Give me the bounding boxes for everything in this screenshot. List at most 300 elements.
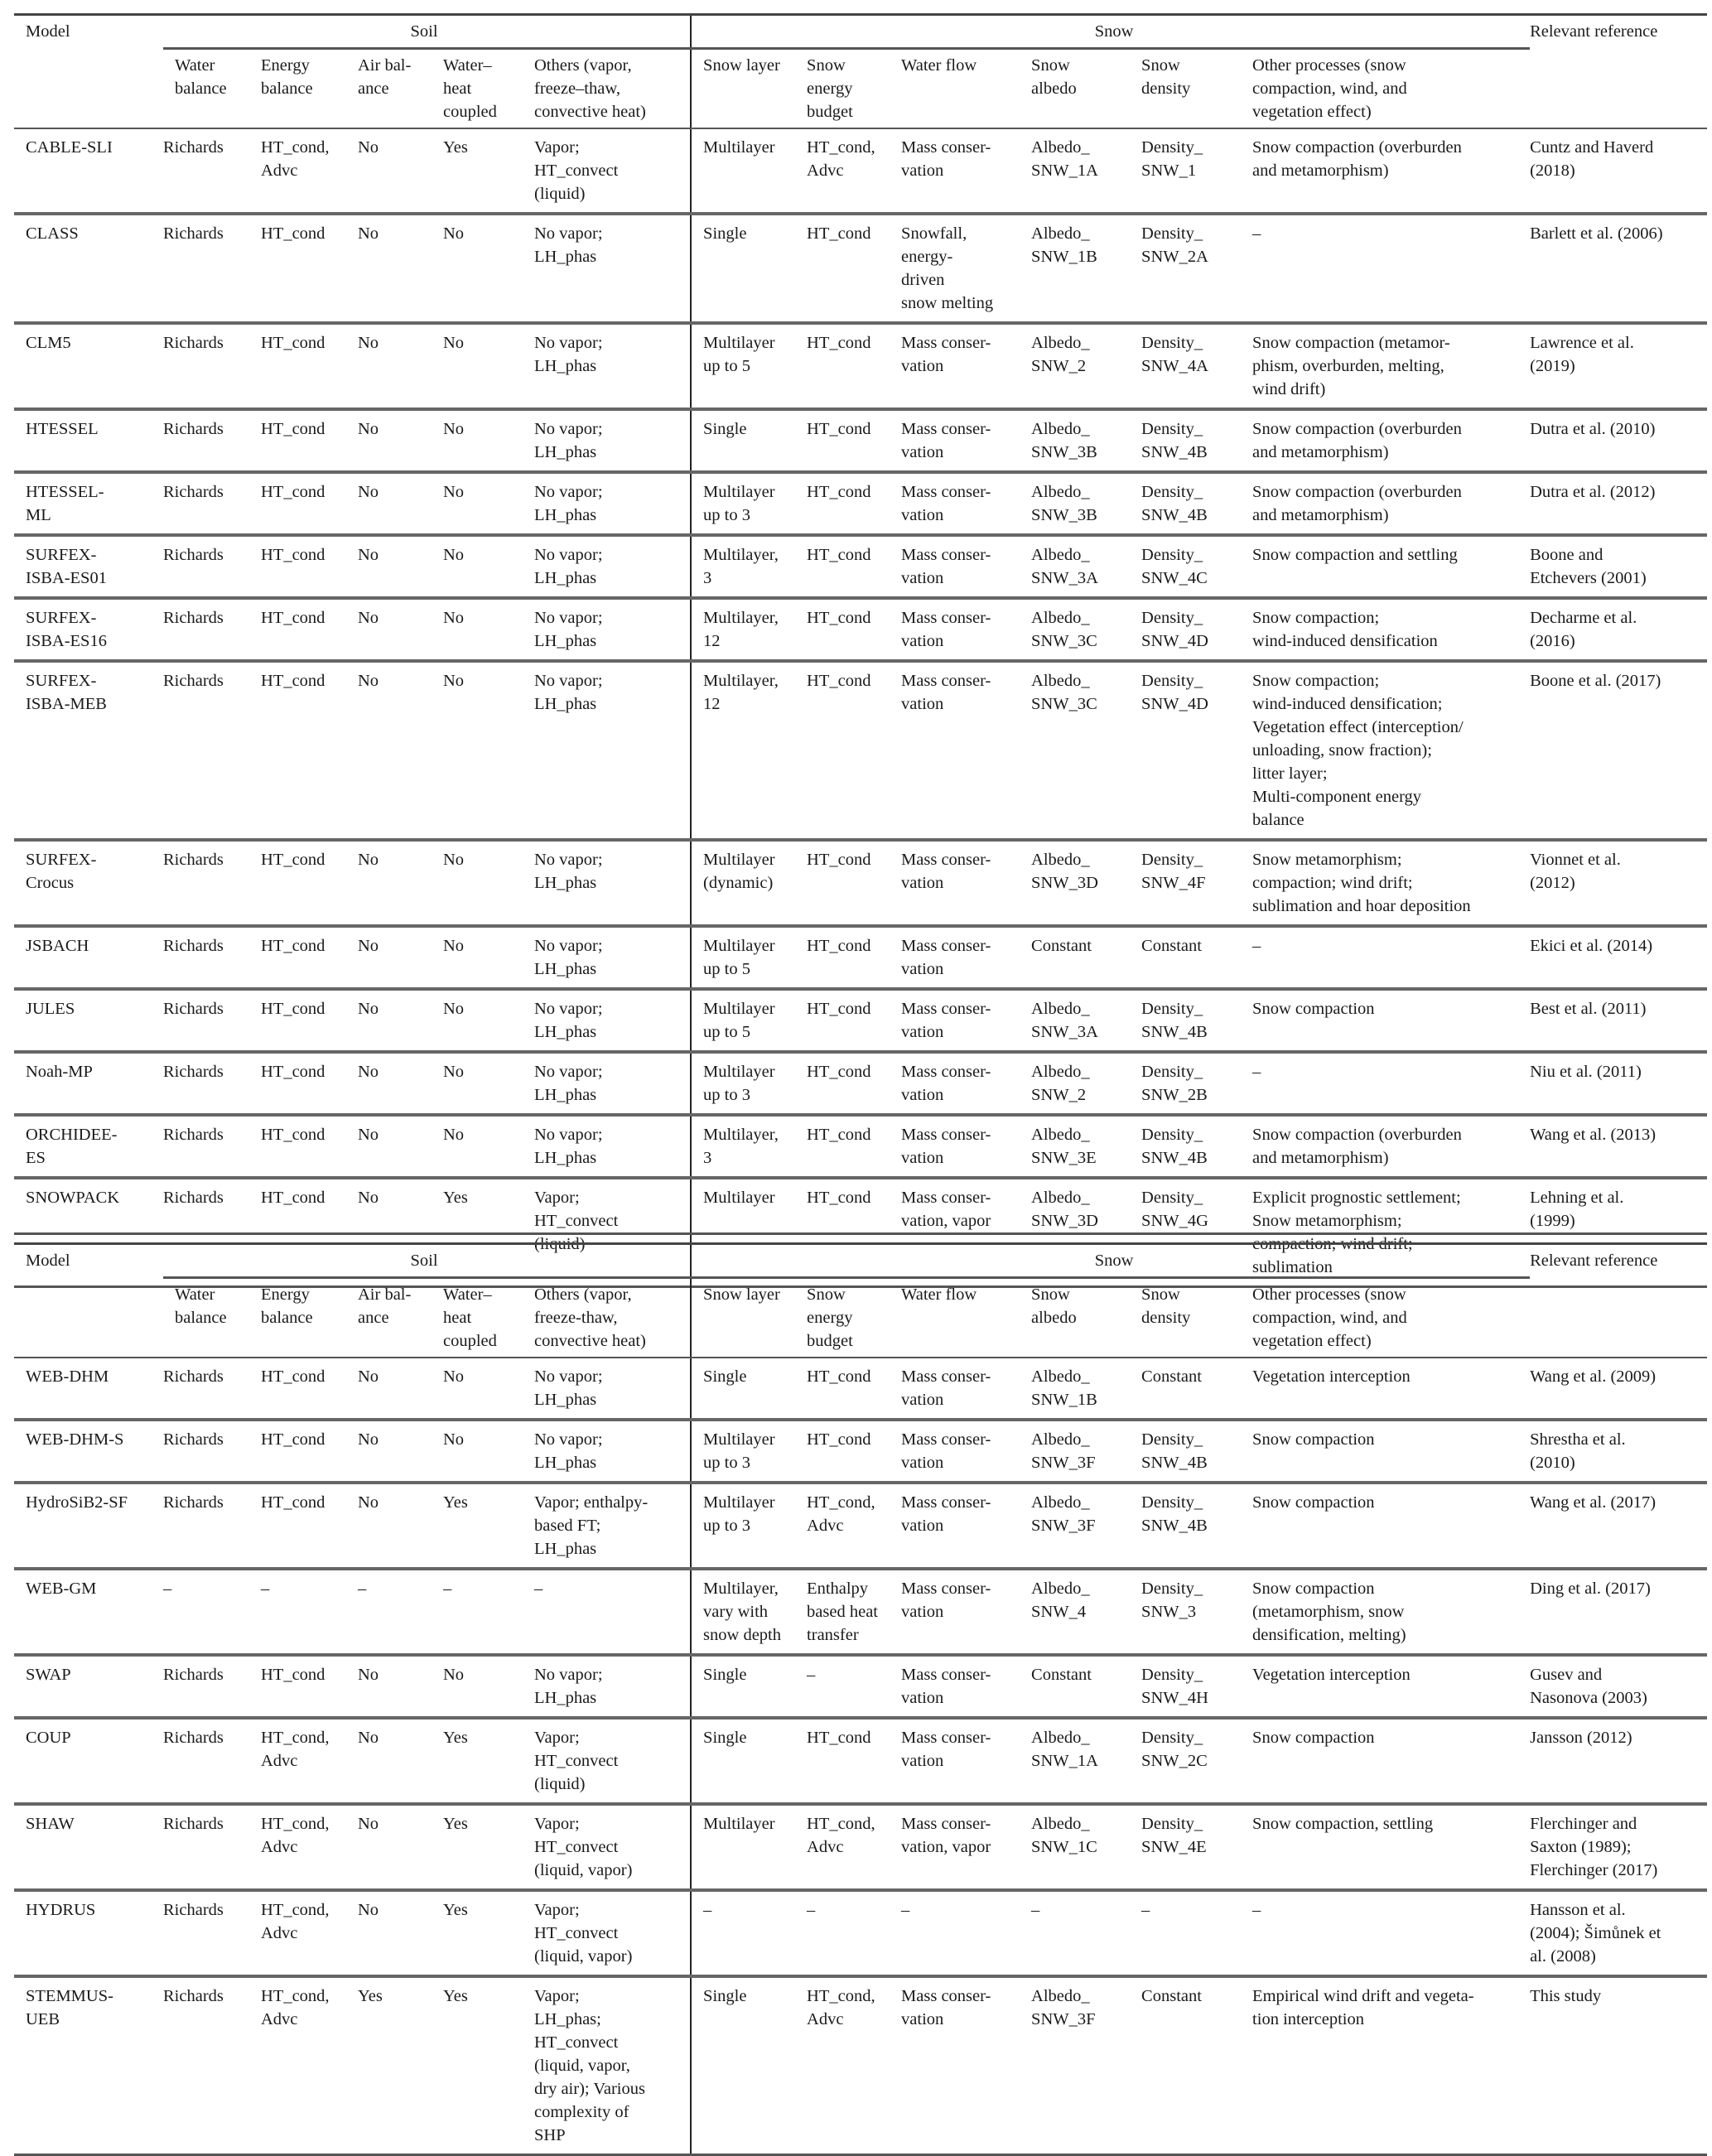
cell-reference: Shrestha et al. (2010): [1530, 1420, 1707, 1483]
cell-snow-energy-budget: –: [807, 1655, 901, 1718]
cell-reference: Ekici et al. (2014): [1530, 926, 1707, 989]
cell-water-heat-coupled: No: [443, 409, 534, 472]
cell-water-balance: Richards: [163, 661, 261, 840]
cell-water-heat-coupled: Yes: [443, 1976, 534, 2155]
cell-water-balance: Richards: [163, 840, 261, 926]
cell-reference: Boone et al. (2017): [1530, 661, 1707, 840]
cell-air-balance: No: [358, 1718, 443, 1804]
cell-model: WEB-DHM: [26, 1367, 109, 1386]
cell-water-flow: Mass conser- vation: [901, 1420, 1031, 1483]
cell-other-processes: –: [1252, 1052, 1530, 1115]
cell-snow-energy-budget: Enthalpy based heat transfer: [807, 1569, 901, 1655]
cell-energy-balance: HT_cond: [261, 840, 358, 926]
cell-water-flow: Mass conser- vation: [901, 1115, 1031, 1178]
cell-energy-balance: HT_cond: [261, 1178, 358, 1287]
cell-water-balance: –: [163, 1569, 261, 1655]
table-row: [14, 1483, 1707, 1569]
column-header-snow-1: Snow energy budget: [807, 49, 901, 129]
cell-snow-density: Constant: [1141, 1367, 1202, 1386]
cell-energy-balance: –: [261, 1569, 358, 1655]
cell-soil-others: No vapor; LH_phas: [534, 840, 691, 926]
table-row: [14, 840, 1707, 926]
cell-water-balance: Richards: [163, 472, 261, 535]
cell-water-heat-coupled: No: [443, 1115, 534, 1178]
cell-soil-others: No vapor; LH_phas: [534, 1655, 691, 1718]
cell-snow-albedo: Albedo_ SNW_4: [1031, 1569, 1141, 1655]
column-header-soil-2: Air bal- ance: [358, 1278, 443, 1358]
cell-air-balance: No: [358, 840, 443, 926]
cell-snow-layer: –: [691, 1890, 807, 1976]
cell-other-processes: Snow compaction (overburden and metamorphism): [1252, 409, 1530, 472]
column-header-snow-4: Snow density: [1141, 1278, 1252, 1358]
cell-snow-layer: Single: [691, 1655, 807, 1718]
cell-other-processes: –: [1252, 214, 1530, 323]
column-header-soil-1: Energy balance: [261, 1278, 358, 1358]
cell-reference: Lawrence et al. (2019): [1530, 323, 1707, 409]
table-row: [14, 472, 1707, 535]
cell-snow-layer: Multilayer, 12: [691, 598, 807, 661]
cell-model: SURFEX- ISBA-ES16: [14, 598, 163, 661]
cell-snow-albedo: Albedo_ SNW_3F: [1031, 1420, 1141, 1483]
cell-other-processes: –: [1252, 926, 1530, 989]
cell-snow-energy-budget: HT_cond, Advc: [807, 1804, 901, 1890]
cell-energy-balance: HT_cond: [261, 214, 358, 323]
cell-water-heat-coupled: No: [443, 535, 534, 598]
cell-other-processes: Snow compaction: [1252, 1483, 1530, 1569]
cell-water-flow: Mass conser- vation: [901, 1052, 1031, 1115]
cell-water-balance: Richards: [163, 1115, 261, 1178]
cell-snow-albedo: Albedo_ SNW_3A: [1031, 989, 1141, 1052]
column-header-snow-3: Snow albedo: [1031, 49, 1141, 129]
cell-soil-others: No vapor; LH_phas: [534, 323, 691, 409]
cell-soil-others: No vapor; LH_phas: [534, 1052, 691, 1115]
cell-snow-layer: Multilayer (dynamic): [691, 840, 807, 926]
table-row: [14, 323, 1707, 409]
cell-other-processes: Explicit prognostic settlement; Snow metamorphism; compaction; wind drift; sublimation: [1252, 1178, 1530, 1287]
cell-soil-others: Vapor; HT_convect (liquid, vapor): [534, 1890, 691, 1976]
cell-water-balance: Richards: [163, 409, 261, 472]
column-header-snow-0: Snow layer: [691, 1278, 807, 1358]
cell-other-processes: Snow compaction (metamorphism, snow densification, melting): [1252, 1569, 1530, 1655]
cell-snow-density: Constant: [1141, 1976, 1252, 2155]
cell-model: Noah-MP: [14, 1052, 163, 1115]
cell-snow-albedo: Albedo_ SNW_1B: [1031, 1367, 1097, 1409]
cell-snow-albedo: Albedo_ SNW_1A: [1031, 138, 1098, 180]
cell-snow-layer: Single: [691, 1718, 807, 1804]
cell-energy-balance: HT_cond, Advc: [261, 1718, 358, 1804]
cell-water-flow: Mass conser- vation: [901, 535, 1031, 598]
cell-snow-energy-budget: HT_cond: [807, 926, 901, 989]
table-row: [14, 598, 1707, 661]
cell-other-processes: Snow compaction: [1252, 989, 1530, 1052]
cell-water-flow: –: [901, 1890, 1031, 1976]
cell-water-flow: Mass conser- vation, vapor: [901, 1804, 1031, 1890]
cell-water-flow: Mass conser- vation: [901, 598, 1031, 661]
cell-model: SURFEX- Crocus: [14, 840, 163, 926]
cell-water-balance: Richards: [163, 214, 261, 323]
cell-soil-others: –: [534, 1569, 691, 1655]
cell-water-heat-coupled: Yes: [443, 1718, 534, 1804]
cell-air-balance: No: [358, 323, 443, 409]
cell-soil-others: No vapor; LH_phas: [534, 1115, 691, 1178]
header-sub-row: [14, 1278, 1707, 1358]
cell-water-heat-coupled: No: [443, 840, 534, 926]
cell-snow-albedo: Albedo_ SNW_3F: [1031, 1483, 1141, 1569]
cell-energy-balance: HT_cond: [261, 989, 358, 1052]
cell-energy-balance: HT_cond: [261, 598, 358, 661]
cell-energy-balance: HT_cond: [261, 1420, 358, 1483]
cell-water-flow: Mass conser- vation: [901, 1718, 1031, 1804]
cell-snow-density: Density_ SNW_3: [1141, 1569, 1252, 1655]
table-row: [14, 1976, 1707, 2155]
cell-energy-balance: HT_cond, Advc: [261, 1890, 358, 1976]
cell-air-balance: –: [358, 1569, 443, 1655]
cell-air-balance: No: [358, 472, 443, 535]
cell-snow-density: Density_ SNW_2C: [1141, 1718, 1252, 1804]
cell-water-heat-coupled: No: [443, 472, 534, 535]
cell-reference: Gusev and Nasonova (2003): [1530, 1655, 1707, 1718]
cell-snow-density: Density_ SNW_4F: [1141, 840, 1252, 926]
header-group-row: [14, 1244, 1707, 1278]
cell-snow-layer: Multilayer up to 3: [691, 472, 807, 535]
cell-snow-energy-budget: HT_cond: [807, 409, 901, 472]
cell-water-heat-coupled: No: [443, 1420, 534, 1483]
cell-snow-density: Density_ SNW_1: [1141, 138, 1203, 180]
cell-snow-density: Density_ SNW_4B: [1141, 1420, 1252, 1483]
cell-water-balance: Richards: [163, 598, 261, 661]
cell-water-flow: Mass conser- vation: [901, 661, 1031, 840]
cell-reference: Niu et al. (2011): [1530, 1052, 1707, 1115]
cell-other-processes: Snow compaction, settling: [1252, 1804, 1530, 1890]
cell-model: JULES: [14, 989, 163, 1052]
cell-soil-others: No vapor; LH_phas: [534, 926, 691, 989]
cell-air-balance: No: [358, 1655, 443, 1718]
cell-soil-others: Vapor; HT_convect (liquid, vapor): [534, 1804, 691, 1890]
cell-water-flow: Mass conser- vation: [901, 840, 1031, 926]
cell-soil-others: No vapor; LH_phas: [534, 598, 691, 661]
cell-water-heat-coupled: No: [443, 926, 534, 989]
cell-snow-energy-budget: HT_cond, Advc: [807, 1976, 901, 2155]
cell-reference: This study: [1530, 1976, 1707, 2155]
table-row: [14, 989, 1707, 1052]
cell-snow-layer: Multilayer up to 5: [691, 323, 807, 409]
cell-other-processes: Snow compaction: [1252, 1420, 1530, 1483]
cell-snow-layer: Multilayer: [691, 1804, 807, 1890]
cell-energy-balance: HT_cond: [261, 1655, 358, 1718]
cell-water-balance: Richards: [163, 1976, 261, 2155]
cell-snow-albedo: Albedo_ SNW_3F: [1031, 1976, 1141, 2155]
cell-water-balance: Richards: [163, 1367, 224, 1386]
cell-snow-density: Density_ SNW_4D: [1141, 598, 1252, 661]
cell-model: ORCHIDEE- ES: [14, 1115, 163, 1178]
cell-reference: Lehning et al. (1999): [1530, 1178, 1707, 1287]
cell-soil-others: No vapor; LH_phas: [534, 989, 691, 1052]
cell-snow-energy-budget: HT_cond: [807, 598, 901, 661]
cell-air-balance: No: [358, 926, 443, 989]
cell-water-balance: Richards: [163, 1655, 261, 1718]
cell-snow-albedo: Albedo_ SNW_2: [1031, 323, 1141, 409]
cell-snow-density: Density_ SNW_4G: [1141, 1178, 1252, 1287]
table-row: [14, 1890, 1707, 1976]
cell-snow-density: Density_ SNW_2A: [1141, 214, 1252, 323]
cell-snow-energy-budget: HT_cond, Advc: [807, 1483, 901, 1569]
cell-snow-energy-budget: HT_cond: [807, 1178, 901, 1287]
cell-water-flow: Mass conser- vation, vapor: [901, 1178, 1031, 1287]
cell-water-balance: Richards: [163, 989, 261, 1052]
cell-snow-albedo: Constant: [1031, 926, 1141, 989]
cell-soil-others: Vapor; enthalpy- based FT; LH_phas: [534, 1483, 691, 1569]
cell-water-heat-coupled: Yes: [443, 138, 468, 157]
cell-water-balance: Richards: [163, 323, 261, 409]
cell-snow-energy-budget: HT_cond: [807, 661, 901, 840]
cell-soil-others: No vapor; LH_phas: [534, 535, 691, 598]
cell-other-processes: Snow compaction; wind-induced densification; Vegetation effect (interception/ unloading, snow fraction); litter layer; Multi-component energy balance: [1252, 661, 1530, 840]
cell-snow-density: Constant: [1141, 926, 1252, 989]
cell-air-balance: No: [358, 661, 443, 840]
column-header-snow-1: Snow energy budget: [807, 1278, 901, 1358]
cell-water-heat-coupled: Yes: [443, 1804, 534, 1890]
cell-soil-others: No vapor; LH_phas: [534, 661, 691, 840]
cell-air-balance: No: [358, 1052, 443, 1115]
cell-other-processes: –: [1252, 1890, 1530, 1976]
cell-air-balance: No: [358, 989, 443, 1052]
cell-air-balance: No: [358, 1178, 443, 1287]
cell-snow-albedo: Albedo_ SNW_1A: [1031, 1718, 1141, 1804]
cell-water-flow: Mass conser- vation: [901, 138, 991, 180]
cell-soil-others: No vapor; LH_phas: [534, 214, 691, 323]
column-group-soil: Soil: [163, 1244, 691, 1278]
cell-other-processes: Snow compaction: [1252, 1718, 1530, 1804]
cell-model: WEB-DHM-S: [14, 1420, 163, 1483]
cell-snow-layer: Multilayer up to 3: [691, 1420, 807, 1483]
column-header-snow-5: Other processes (snow compaction, wind, and vegetation effect): [1252, 49, 1530, 129]
cell-snow-albedo: Albedo_ SNW_3D: [1031, 840, 1141, 926]
cell-snow-layer: Multilayer: [691, 128, 807, 214]
cell-snow-energy-budget: HT_cond: [807, 472, 901, 535]
cell-snow-density: Density_ SNW_4B: [1141, 1483, 1252, 1569]
model-comparison-table-part-1: [14, 13, 1707, 1288]
cell-water-heat-coupled: No: [443, 661, 534, 840]
column-header-model: Model: [14, 1244, 163, 1358]
cell-water-balance: Richards: [163, 1804, 261, 1890]
cell-soil-others: No vapor; LH_phas: [534, 1420, 691, 1483]
cell-soil-others: Vapor; HT_convect (liquid): [534, 1178, 691, 1287]
cell-water-balance: Richards: [163, 1890, 261, 1976]
cell-energy-balance: HT_cond: [261, 661, 358, 840]
column-header-soil-3: Water– heat coupled: [443, 49, 534, 129]
cell-water-flow: Mass conser- vation: [901, 472, 1031, 535]
cell-snow-energy-budget: HT_cond: [807, 1420, 901, 1483]
cell-water-flow: Snowfall, energy- driven snow melting: [901, 214, 1031, 323]
header-group-row: [14, 15, 1707, 49]
cell-snow-layer: Single: [691, 214, 807, 323]
cell-snow-density: Density_ SNW_4A: [1141, 323, 1252, 409]
cell-model: WEB-GM: [14, 1569, 163, 1655]
cell-water-balance: Richards: [163, 926, 261, 989]
cell-water-balance: Richards: [163, 1420, 261, 1483]
cell-air-balance: No: [358, 409, 443, 472]
cell-water-heat-coupled: Yes: [443, 1890, 534, 1976]
table-row: [14, 1718, 1707, 1804]
cell-water-heat-coupled: No: [443, 1052, 534, 1115]
cell-air-balance: No: [358, 1804, 443, 1890]
cell-energy-balance: HT_cond: [261, 1052, 358, 1115]
cell-water-balance: Richards: [163, 1483, 261, 1569]
cell-other-processes: Vegetation interception: [1252, 1655, 1530, 1718]
column-header-model: Model: [14, 15, 163, 129]
cell-air-balance: No: [358, 535, 443, 598]
cell-water-heat-coupled: Yes: [443, 1483, 534, 1569]
cell-soil-others: Vapor; HT_convect (liquid): [534, 138, 619, 203]
cell-snow-density: Density_ SNW_4B: [1141, 1115, 1252, 1178]
cell-snow-layer: Multilayer, vary with snow depth: [691, 1569, 807, 1655]
cell-snow-layer: Multilayer, 3: [691, 1115, 807, 1178]
cell-reference: Best et al. (2011): [1530, 989, 1707, 1052]
cell-snow-layer: Multilayer up to 5: [691, 926, 807, 989]
cell-snow-albedo: Albedo_ SNW_1C: [1031, 1804, 1141, 1890]
cell-reference: Flerchinger and Saxton (1989); Flerchinger (2017): [1530, 1804, 1707, 1890]
cell-reference: Hansson et al. (2004); Šimůnek et al. (2008): [1530, 1890, 1707, 1976]
cell-model: CLASS: [14, 214, 163, 323]
column-header-snow-3: Snow albedo: [1031, 1278, 1141, 1358]
cell-reference: Barlett et al. (2006): [1530, 214, 1707, 323]
cell-water-flow: Mass conser- vation: [901, 1655, 1031, 1718]
cell-water-heat-coupled: No: [443, 214, 534, 323]
cell-energy-balance: HT_cond: [261, 323, 358, 409]
table-row: [14, 214, 1707, 323]
cell-snow-density: –: [1141, 1890, 1252, 1976]
cell-other-processes: Snow metamorphism; compaction; wind drift; sublimation and hoar deposition: [1252, 840, 1530, 926]
column-header-reference: Relevant reference: [1530, 15, 1707, 129]
cell-snow-albedo: Albedo_ SNW_3E: [1031, 1115, 1141, 1178]
column-header-soil-0: Water balance: [163, 1278, 261, 1358]
cell-other-processes: Snow compaction (metamor- phism, overburden, melting, wind drift): [1252, 323, 1530, 409]
table-row: [14, 535, 1707, 598]
table-row: [14, 1420, 1707, 1483]
cell-air-balance: No: [358, 1890, 443, 1976]
cell-reference: Dutra et al. (2012): [1530, 472, 1707, 535]
cell-soil-others: Vapor; HT_convect (liquid): [534, 1718, 691, 1804]
cell-air-balance: Yes: [358, 1976, 443, 2155]
cell-water-flow: Mass conser- vation: [901, 1976, 1031, 2155]
cell-snow-energy-budget: HT_cond: [807, 989, 901, 1052]
cell-air-balance: No: [358, 1483, 443, 1569]
table-row: [14, 1569, 1707, 1655]
cell-water-flow: Mass conser- vation: [901, 989, 1031, 1052]
column-header-soil-4: Others (vapor, freeze-thaw, convective heat): [534, 1278, 691, 1358]
cell-water-balance: Richards: [163, 1052, 261, 1115]
cell-model: SWAP: [14, 1655, 163, 1718]
cell-other-processes: Snow compaction (overburden and metamorphism): [1252, 1115, 1530, 1178]
cell-snow-energy-budget: –: [807, 1890, 901, 1976]
cell-energy-balance: HT_cond, Advc: [261, 1976, 358, 2155]
column-header-soil-1: Energy balance: [261, 49, 358, 129]
cell-soil-others: No vapor; LH_phas: [534, 409, 691, 472]
cell-water-flow: Mass conser- vation: [901, 1569, 1031, 1655]
column-header-snow-5: Other processes (snow compaction, wind, and vegetation effect): [1252, 1278, 1530, 1358]
cell-water-heat-coupled: Yes: [443, 1178, 534, 1287]
cell-snow-layer: Single: [691, 1976, 807, 2155]
column-header-snow-4: Snow density: [1141, 49, 1252, 129]
table-row: [14, 1115, 1707, 1178]
cell-energy-balance: HT_cond: [261, 409, 358, 472]
cell-air-balance: No: [358, 1367, 379, 1386]
cell-snow-albedo: Albedo_ SNW_2: [1031, 1052, 1141, 1115]
cell-snow-layer: Multilayer, 12: [691, 661, 807, 840]
cell-snow-layer: Multilayer, 3: [691, 535, 807, 598]
cell-energy-balance: HT_cond, Advc: [261, 1804, 358, 1890]
table-row: [14, 926, 1707, 989]
cell-model: SHAW: [14, 1804, 163, 1890]
cell-snow-density: Density_ SNW_4B: [1141, 989, 1252, 1052]
column-header-soil-0: Water balance: [163, 49, 261, 129]
cell-water-heat-coupled: No: [443, 989, 534, 1052]
cell-snow-energy-budget: HT_cond: [807, 1367, 871, 1386]
cell-water-balance: Richards: [163, 1718, 261, 1804]
cell-snow-albedo: Albedo_ SNW_3A: [1031, 535, 1141, 598]
cell-model: HYDRUS: [14, 1890, 163, 1976]
cell-soil-others: Vapor; LH_phas; HT_convect (liquid, vapor, dry air); Various complexity of SHP: [534, 1976, 691, 2155]
column-header-snow-0: Snow layer: [691, 49, 807, 129]
column-header-snow-2: Water flow: [901, 49, 1031, 129]
cell-snow-energy-budget: HT_cond, Advc: [807, 138, 875, 180]
cell-snow-albedo: Albedo_ SNW_1B: [1031, 214, 1141, 323]
table-row: [14, 1804, 1707, 1890]
cell-reference: Dutra et al. (2010): [1530, 409, 1707, 472]
cell-water-balance: Richards: [163, 138, 224, 157]
cell-reference: Vionnet et al. (2012): [1530, 840, 1707, 926]
table-row: [14, 409, 1707, 472]
cell-water-flow: Mass conser- vation: [901, 323, 1031, 409]
cell-model: HTESSEL- ML: [14, 472, 163, 535]
model-comparison-table-part-2: [14, 1242, 1707, 2156]
cell-water-flow: Mass conser- vation: [901, 1483, 1031, 1569]
cell-snow-density: Density_ SNW_4D: [1141, 661, 1252, 840]
cell-snow-layer: Multilayer up to 5: [691, 989, 807, 1052]
column-group-soil: Soil: [163, 15, 691, 49]
cell-reference: Boone and Etchevers (2001): [1530, 535, 1707, 598]
cell-snow-layer: Single: [691, 409, 807, 472]
cell-reference: Ding et al. (2017): [1530, 1569, 1707, 1655]
table-part-1: [14, 13, 1707, 1288]
cell-snow-density: Density_ SNW_4B: [1141, 409, 1252, 472]
cell-energy-balance: HT_cond: [261, 926, 358, 989]
cell-energy-balance: HT_cond: [261, 1115, 358, 1178]
cell-reference: Wang et al. (2013): [1530, 1115, 1707, 1178]
cell-air-balance: No: [358, 1420, 443, 1483]
cell-snow-albedo: Albedo_ SNW_3C: [1031, 661, 1141, 840]
cell-model: JSBACH: [14, 926, 163, 989]
cell-energy-balance: HT_cond: [261, 535, 358, 598]
cell-snow-density: Density_ SNW_4C: [1141, 535, 1252, 598]
cell-water-heat-coupled: –: [443, 1569, 534, 1655]
column-group-snow: Snow: [691, 1244, 1530, 1278]
cell-soil-others: No vapor; LH_phas: [534, 472, 691, 535]
table-split-rule: [14, 1232, 1707, 1240]
cell-water-flow: Mass conser- vation: [901, 409, 1031, 472]
cell-model: SNOWPACK: [14, 1178, 163, 1287]
cell-water-flow: Mass conser- vation: [901, 1367, 991, 1409]
cell-other-processes: Vegetation interception: [1252, 1367, 1411, 1386]
cell-snow-density: Density_ SNW_4B: [1141, 472, 1252, 535]
cell-model: SURFEX- ISBA-MEB: [14, 661, 163, 840]
column-header-soil-4: Others (vapor, freeze–thaw, convective heat): [534, 49, 691, 129]
cell-snow-energy-budget: HT_cond: [807, 1052, 901, 1115]
header-sub-row: [14, 49, 1707, 129]
cell-model: HydroSiB2-SF: [14, 1483, 163, 1569]
cell-snow-density: Density_ SNW_4E: [1141, 1804, 1252, 1890]
cell-reference: Cuntz and Haverd (2018): [1530, 138, 1654, 180]
